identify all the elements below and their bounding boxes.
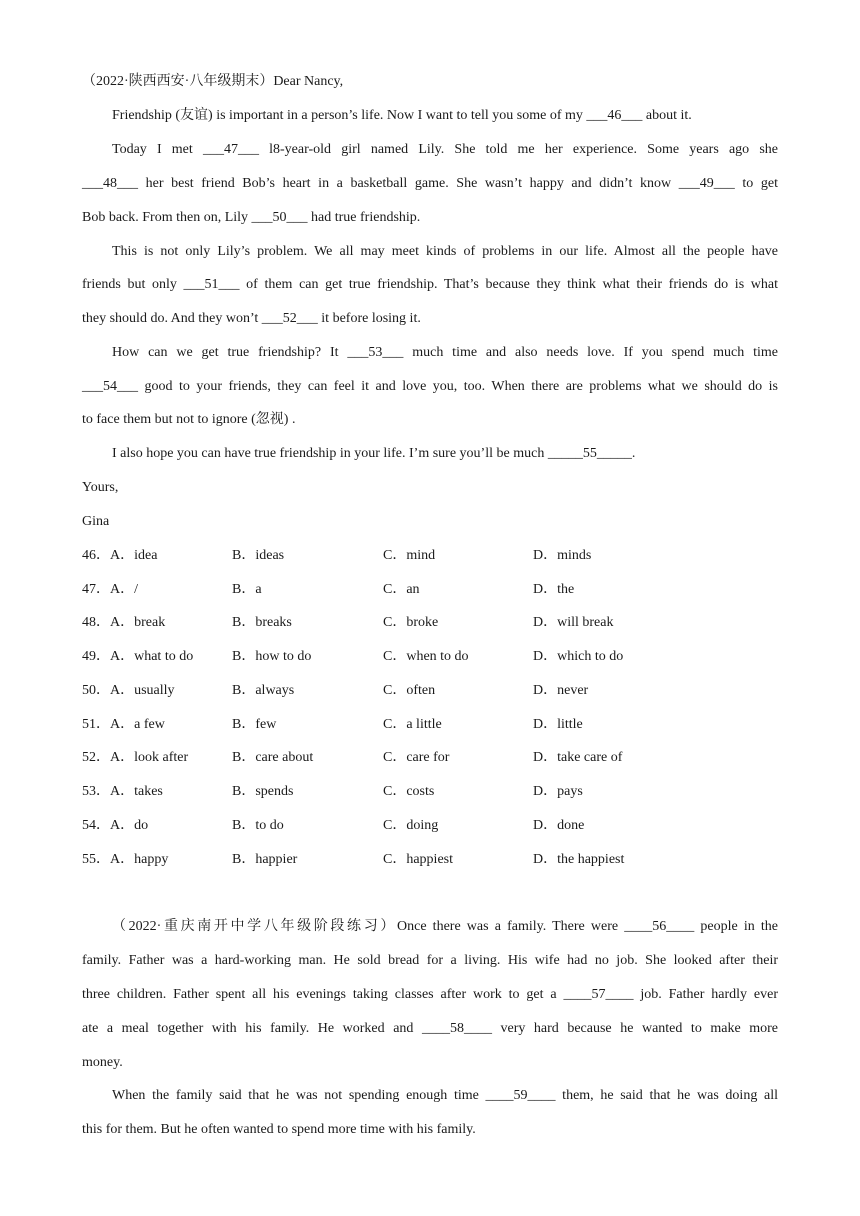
passage1-paragraph-4-line-3: to face them but not to ignore (忽视) . [82, 412, 296, 427]
option-c: C．care for [383, 750, 450, 765]
option-c: C．mind [383, 548, 436, 563]
option-a: A．usually [110, 683, 175, 698]
question-number: 53． [82, 784, 110, 799]
passage1-header: （2022·陕西西安·八年级期末）Dear Nancy, [82, 74, 344, 89]
question-number: 47． [82, 582, 110, 597]
question-number-and-option-a [82, 613, 165, 633]
question-number-and-option-a [82, 782, 163, 802]
option-a: A．what to do [110, 649, 194, 664]
passage1-paragraph-1: Friendship (友谊) is important in a person’s life. Now I want to tell you some of my ___46___ about it. [112, 108, 692, 123]
passage2-line-4: ate a meal together with his family. He worked and ____58____ very hard because he wanted to make more [82, 1021, 778, 1036]
option-c: C．happiest [383, 852, 453, 867]
option-d: D．little [533, 717, 583, 732]
option-b: B．a [232, 582, 262, 597]
option-a: A．do [110, 818, 149, 833]
question-number: 55． [82, 852, 110, 867]
question-number-and-option-a [82, 715, 165, 735]
question-number-and-option-a [82, 546, 157, 566]
passage1-paragraph-3-line-1: This is not only Lily’s problem. We all may meet kinds of problems in our life. Almost all the people have [112, 244, 778, 259]
option-d: D．pays [533, 784, 583, 799]
passage1-paragraph-3-line-2: friends but only ___51___ of them can get true friendship. That’s because they think what their friends do is what [82, 277, 778, 292]
option-c: C．doing [383, 818, 439, 833]
passage1-paragraph-5: I also hope you can have true friendship in your life. I’m sure you’ll be much _____55_____. [112, 446, 636, 461]
passage2-line-3: three children. Father spent all his evenings taking classes after work to get a ____57____ job. Father hardly ever [82, 987, 778, 1002]
option-c: C．when to do [383, 649, 469, 664]
option-d: D．the happiest [533, 852, 625, 867]
option-b: B．care about [232, 750, 314, 765]
question-number: 52． [82, 750, 110, 765]
letter-signature: Gina [82, 514, 110, 529]
question-row [82, 546, 778, 566]
passage2-line-6: When the family said that he was not spending enough time ____59____ them, he said that he was doing all [112, 1088, 778, 1103]
option-a: A．takes [110, 784, 163, 799]
option-c: C．costs [383, 784, 435, 799]
question-number: 46． [82, 548, 110, 563]
passage2-line-5: money. [82, 1055, 123, 1070]
question-row [82, 647, 778, 667]
passage1-paragraph-4-line-1: How can we get true friendship? It ___53___ much time and also needs love. If you spend much time [112, 345, 778, 360]
option-b: B．spends [232, 784, 294, 799]
question-number-and-option-a [82, 748, 188, 768]
passage1-paragraph-3-line-3: they should do. And they won’t ___52___ it before losing it. [82, 311, 421, 326]
question-row [82, 782, 778, 802]
passage1-paragraph-4-line-2: ___54___ good to your friends, they can feel it and love you, too. When there are problems what we should do is [82, 379, 778, 394]
option-b: B．ideas [232, 548, 285, 563]
question-number: 49． [82, 649, 110, 664]
option-a: A．break [110, 615, 166, 630]
question-row [82, 613, 778, 633]
question-row [82, 681, 778, 701]
question-row [82, 850, 778, 870]
option-d: D．the [533, 582, 575, 597]
question-number: 54． [82, 818, 110, 833]
option-a: A．happy [110, 852, 169, 867]
option-b: B．always [232, 683, 295, 698]
option-d: D．take care of [533, 750, 623, 765]
passage2-line-7: this for them. But he often wanted to spend more time with his family. [82, 1122, 476, 1137]
option-d: D．done [533, 818, 585, 833]
option-d: D．minds [533, 548, 592, 563]
question-number: 51． [82, 717, 110, 732]
option-c: C．a little [383, 717, 442, 732]
question-number-and-option-a [82, 816, 148, 836]
letter-closing: Yours, [82, 480, 119, 495]
question-row [82, 580, 778, 600]
option-b: B．to do [232, 818, 284, 833]
option-d: D．which to do [533, 649, 624, 664]
passage2-line-2: family. Father was a hard-working man. He sold bread for a living. His wife had no job. She looked after their [82, 953, 778, 968]
passage2-line-1: （2022·重庆南开中学八年级阶段练习）Once there was a family. There were ____56____ people in the [112, 919, 778, 934]
passage1-paragraph-2-line-1: Today I met ___47___ l8-year-old girl named Lily. She told me her experience. Some years ago she [112, 142, 778, 157]
option-d: D．will break [533, 615, 614, 630]
option-a: A．a few [110, 717, 165, 732]
option-d: D．never [533, 683, 589, 698]
question-number-and-option-a [82, 647, 193, 667]
option-a: A．idea [110, 548, 158, 563]
question-number: 48． [82, 615, 110, 630]
question-number: 50． [82, 683, 110, 698]
option-c: C．often [383, 683, 436, 698]
option-a: A．/ [110, 582, 138, 597]
question-row [82, 816, 778, 836]
option-c: C．broke [383, 615, 439, 630]
option-b: B．how to do [232, 649, 312, 664]
question-number-and-option-a [82, 850, 168, 870]
option-b: B．few [232, 717, 277, 732]
option-b: B．happier [232, 852, 298, 867]
question-row [82, 748, 778, 768]
option-b: B．breaks [232, 615, 292, 630]
option-c: C．an [383, 582, 420, 597]
question-number-and-option-a [82, 580, 138, 600]
passage1-paragraph-2-line-2: ___48___ her best friend Bob’s heart in a basketball game. She wasn’t happy and didn’t know ___49___ to get [82, 176, 778, 191]
question-row [82, 715, 778, 735]
option-a: A．look after [110, 750, 189, 765]
question-number-and-option-a [82, 681, 175, 701]
passage1-paragraph-2-line-3: Bob back. From then on, Lily ___50___ had true friendship. [82, 210, 421, 225]
